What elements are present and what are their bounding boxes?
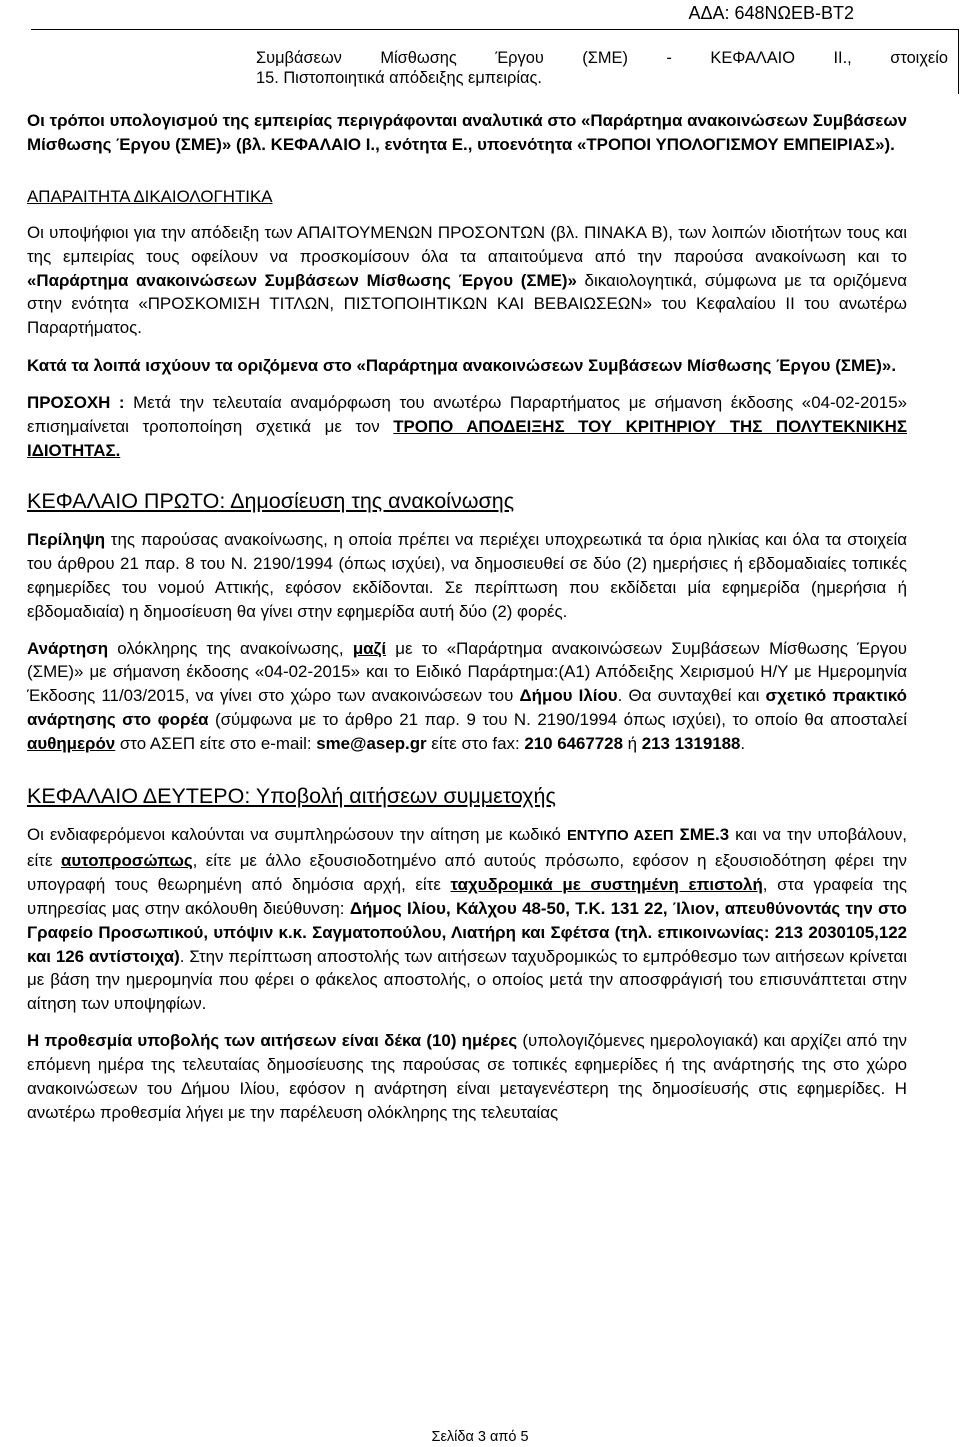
text-span-bold: σχετικό πρακτικό ανάρτησης στο φορέα [27,686,908,730]
fax-number: 213 1319188 [641,734,741,754]
ada-code: ΑΔΑ: 648ΝΩΕΒ-ΒΤ2 [688,3,854,23]
text-span: ή [622,734,642,754]
text-span: και να την υποβάλουν, είτε [27,825,907,870]
form-code: ΕΝΤΥΠΟ ΑΣΕΠ [566,828,674,845]
text-span: ολόκληρης της ανακοίνωσης, [108,638,353,658]
text-span-bold-underline: αυτοπροσώπως [60,850,193,870]
chapter1-paragraph-1 [27,528,907,624]
text-span-bold: Περίληψη [27,529,106,549]
text-span: της παρούσας ανακοίνωσης, η οποία πρέπει να περιέχει υποχρεωτικά τα όρια ηλικίας και όλα τα στοιχεία του άρθρου 21 παρ. 8 του Ν. 2190/1994 (όπως ισχύει), να δημοσιευθεί σε δύο (2) ημερήσιες ή εβδομαδιαίες τοπικές εφημερίδες του νομού Αττικής, εφόσον εκδίδονται. Σε περίπτωση που εκδίδεται μία εφημερίδα (ημερήσια ή εβδομαδιαία) η δημοσίευση θα γίνει στην εφημερίδα αυτή δύο (2) φορές. [27,529,907,621]
text-span: στο ΑΣΕΠ είτε στο e-mail: [115,734,317,754]
text-span: , στα γραφεία της υπηρεσίας μας στην ακόλουθη διεύθυνση: [27,874,908,918]
text-span-bold-underline: αυθημερόν [27,734,116,754]
text-span: δικαιολογητικά, σύμφωνα με τα οριζόμενα στην ενότητα «ΠΡΟΣΚΟΜΙΣΗ ΤΙΤΛΩΝ, ΠΙΣΤΟΠΟΙΗΤΙΚΩΝ ΚΑΙ ΒΕΒΑΙΩΣΕΩΝ» του Κεφαλαίου ΙΙ του ανωτέρω Παραρτήματος. [27,270,907,338]
text-span-bold: «Παράρτημα ανακοινώσεων Συμβάσεων Μίσθωσης Έργου (ΣΜΕ)» [27,270,577,290]
form-code: ΣΜΕ.3 [679,825,730,845]
chapter1-paragraph-2 [27,637,907,757]
chapter2-paragraph-1 [27,823,907,1016]
text-span: . [740,734,746,754]
text-span: (υπολογιζόμενες ημερολογιακά) και αρχίζει από την επόμενη ημέρα της τελευταίας δημοσίευσης της παρούσας σε τοπικές εφημερίδες ή της ανάρτησής της στο χώρο ανακοινώσεων του Δήμου Ιλίου, εφόσον η ανάρτηση είναι μεταγενέστερη της δημοσίευσής στις εφημερίδες. Η ανωτέρω προθεσμία λήγει με την παρέλευση ολόκληρης της τελευταίας [27,1031,907,1122]
text-span: είτε στο fax: [426,734,525,754]
chapter2-heading: ΚΕΦΑΛΑΙΟ ΔΕΥΤΕΡΟ: Υποβολή αιτήσεων συμμετοχής [27,784,556,809]
text-span: Μετά την τελευταία αναμόρφωση του ανωτέρω Παραρτήματος με σήμανση έκδοσης «04-02-2015» επισημαίνεται τροποποίηση σχετικά με τον [27,393,907,437]
required-docs-paragraph [27,221,907,341]
page-number: Σελίδα 3 από 5 [431,1429,529,1445]
address-text: Δήμος Ιλίου, Κάλχου 48-50, Τ.Κ. 131 22, Ίλιον, απευθύνοντάς την στο Γραφείο Προσωπικού, υπόψιν κ.κ. Σαγματοπούλου, Λιατήρη και Σφέτσα (τηλ. επικοινωνίας: 213 2030105,122 και 126 αντίστοιχα) [27,898,907,966]
table-cell-text [256,48,948,88]
table-cell-frame [31,29,959,94]
chapter2-paragraph-2 [27,1029,907,1125]
text-span-bold-underline: ταχυδρομικά με συστημένη επιστολή [450,874,763,894]
text-span-bold-underline: ΤΡΟΠΟ ΑΠΟΔΕΙΞΗΣ ΤΟΥ ΚΡΙΤΗΡΙΟΥ ΤΗΣ ΠΟΛΥΤΕΚΝΙΚΗΣ ΙΔΙΟΤΗΤΑΣ. [27,417,907,460]
text-span: (σύμφωνα με το άρθρο 21 παρ. 9 του Ν. 2190/1994 όπως ισχύει), το οποίο θα αποσταλεί [208,710,907,730]
text-span-bold: Ανάρτηση [27,638,109,658]
document-body [27,109,907,1125]
required-docs-heading-text: ΑΠΑΡΑΙΤΗΤΑ ΔΙΚΑΙΟΛΟΓΗΤΙΚΑ [27,186,273,206]
other-provisions-paragraph: Κατά τα λοιπά ισχύουν τα οριζόμενα στο «Παράρτημα ανακοινώσεων Συμβάσεων Μίσθωσης Έργου (ΣΜΕ)». [27,356,897,376]
text-span: . Θα συνταχθεί και [617,686,766,706]
attention-paragraph [27,391,907,463]
cell-line-2: 15. Πιστοποιητικά απόδειξης εμπειρίας. [256,69,542,87]
text-span-bold: Δήμου Ιλίου [519,686,618,706]
text-span: , είτε με άλλο εξουσιοδοτημένο από αυτούς πρόσωπο, εφόσον η εξουσιοδότηση φέρει την υπογραφή τους θεωρημένη από δημόσια αρχή, είτε [27,850,907,894]
text-span-bold-underline: μαζί [352,638,387,658]
required-docs-heading [27,185,907,209]
text-span: . Στην περίπτωση αποστολής των αιτήσεων ταχυδρομικώς το εμπρόθεσμο των αιτήσεων κρίνεται με βάση την ημερομηνία που φέρει ο φάκελος αποστολής, ο οποίος μετά την αποσφράγισή του επισυνάπτεται στην αίτηση των υποψηφίων. [27,946,907,1014]
text-span: Οι υποψήφιοι για την απόδειξη των ΑΠΑΙΤΟΥΜΕΝΩΝ ΠΡΟΣΟΝΤΩΝ (βλ. ΠΙΝΑΚΑ Β), των λοιπών ιδιοτήτων τους και της εμπειρίας τους οφείλουν να προσκομίσουν όλα τα απαιτούμενα από την παρούσα ανακοίνωση και το [27,222,907,266]
text-span-bold: Η προθεσμία υποβολής των αιτήσεων είναι δέκα (10) ημέρες [27,1031,518,1051]
text-span: Οι ενδιαφερόμενοι καλούνται να συμπληρώσουν την αίτηση με κωδικό [27,825,567,845]
chapter1-heading: ΚΕΦΑΛΑΙΟ ΠΡΩΤΟ: Δημοσίευση της ανακοίνωσης [27,488,515,513]
text-span: με το «Παράρτημα ανακοινώσεων Συμβάσεων Μίσθωσης Έργου (ΣΜΕ)» με σήμανση έκδοσης «04-02-2015» και το Ειδικό Παράρτημα:(Α1) Απόδειξης Χειρισμού Η/Υ με Ημερομηνία Έκδοσης 11/03/2015, να γίνει στο χώρο των ανακοινώσεων του [27,638,907,706]
attention-label: ΠΡΟΣΟΧΗ : [27,393,125,413]
email-address: sme@asep.gr [316,734,427,754]
cell-line-1: Συμβάσεων Μίσθωσης Έργου (ΣΜΕ) - ΚΕΦΑΛΑΙΟ ΙΙ., στοιχείο [256,49,948,67]
fax-number: 210 6467728 [524,734,623,754]
intro-paragraph: Οι τρόποι υπολογισμού της εμπειρίας περιγράφονται αναλυτικά στο «Παράρτημα ανακοινώσεων Συμβάσεων Μίσθωσης Έργου (ΣΜΕ)» (βλ. ΚΕΦΑΛΑΙΟ Ι., ενότητα Ε., υποενότητα «ΤΡΟΠΟΙ ΥΠΟΛΟΓΙΣΜΟΥ ΕΜΠΕΙΡΙΑΣ»). [27,111,907,154]
